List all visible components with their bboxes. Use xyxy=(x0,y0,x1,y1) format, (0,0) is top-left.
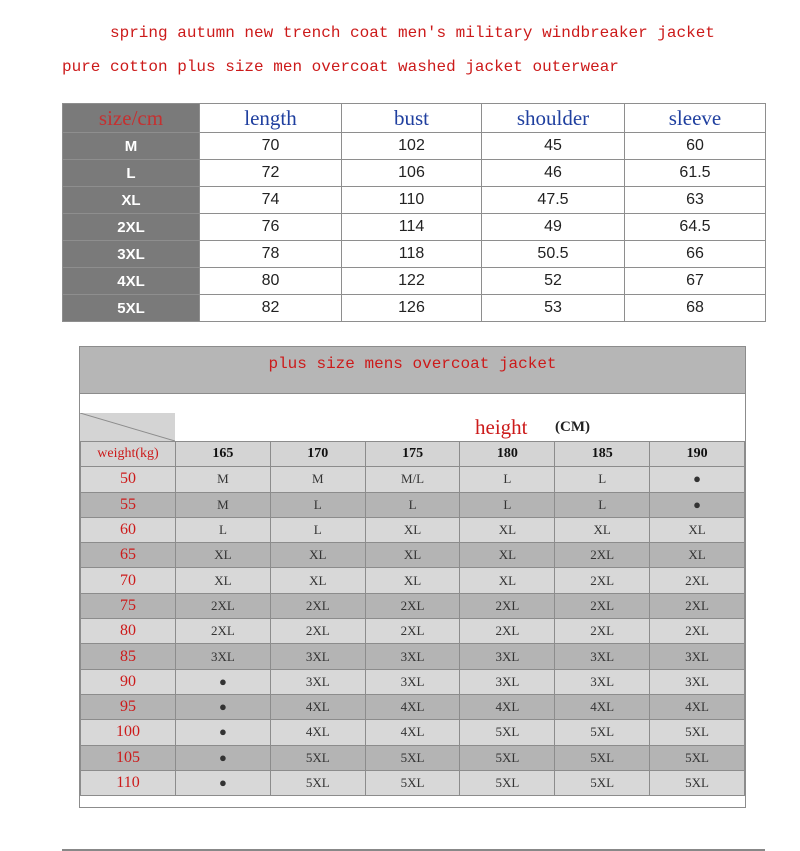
size-recommendation-cell: 2XL xyxy=(555,619,650,644)
size-label-cell: XL xyxy=(63,187,200,214)
size-recommendation-cell: 4XL xyxy=(365,720,460,745)
size-recommendation-cell: 5XL xyxy=(365,745,460,770)
size-recommendation-cell: 3XL xyxy=(460,669,555,694)
size-table-header-cell: shoulder xyxy=(482,104,625,133)
size-recommendation-cell: 2XL xyxy=(460,593,555,618)
size-recommendation-cell: 4XL xyxy=(365,694,460,719)
size-recommendation-cell: M/L xyxy=(365,467,460,492)
size-recommendation-cell: 2XL xyxy=(176,619,271,644)
size-measurement-table xyxy=(62,103,766,322)
height-value-cell: 175 xyxy=(365,442,460,467)
height-label: height xyxy=(475,415,528,439)
measurement-cell: 78 xyxy=(200,241,342,268)
weight-value-cell: 100 xyxy=(81,720,176,745)
size-recommendation-cell: 5XL xyxy=(555,745,650,770)
weight-value-cell: 90 xyxy=(81,669,176,694)
size-recommendation-cell: 2XL xyxy=(460,619,555,644)
size-recommendation-cell: 3XL xyxy=(555,644,650,669)
weight-row xyxy=(81,467,745,492)
size-recommendation-cell: 2XL xyxy=(650,568,745,593)
corner-diagonal xyxy=(80,413,175,441)
measurement-cell: 49 xyxy=(482,214,625,241)
size-recommendation-cell: 5XL xyxy=(365,770,460,795)
size-table-row xyxy=(63,268,766,295)
weight-row xyxy=(81,568,745,593)
weight-value-cell: 95 xyxy=(81,694,176,719)
size-label-cell: L xyxy=(63,160,200,187)
weight-row xyxy=(81,745,745,770)
size-table-header-cell: bust xyxy=(342,104,482,133)
weight-height-size-chart xyxy=(79,346,746,808)
measurement-cell: 68 xyxy=(625,295,766,322)
weight-value-cell: 55 xyxy=(81,492,176,517)
size-recommendation-cell: XL xyxy=(365,568,460,593)
size-recommendation-cell: 2XL xyxy=(365,593,460,618)
size-recommendation-cell: L xyxy=(270,492,365,517)
size-recommendation-cell: M xyxy=(270,467,365,492)
measurement-cell: 76 xyxy=(200,214,342,241)
size-recommendation-cell: 5XL xyxy=(460,720,555,745)
size-recommendation-cell: 3XL xyxy=(365,669,460,694)
measurement-cell: 50.5 xyxy=(482,241,625,268)
weight-row xyxy=(81,593,745,618)
size-recommendation-cell: L xyxy=(365,492,460,517)
measurement-cell: 102 xyxy=(342,133,482,160)
size-recommendation-cell: 5XL xyxy=(270,770,365,795)
size-recommendation-cell: 2XL xyxy=(176,593,271,618)
not-available-dot: ● xyxy=(176,770,271,795)
size-recommendation-cell: XL xyxy=(555,517,650,542)
size-recommendation-cell: 5XL xyxy=(650,720,745,745)
size-label-cell: M xyxy=(63,133,200,160)
size-table-row xyxy=(63,295,766,322)
measurement-cell: 70 xyxy=(200,133,342,160)
weight-value-cell: 105 xyxy=(81,745,176,770)
weight-label: weight(kg) xyxy=(81,442,176,467)
measurement-cell: 53 xyxy=(482,295,625,322)
measurement-cell: 114 xyxy=(342,214,482,241)
weight-row xyxy=(81,517,745,542)
size-recommendation-cell: XL xyxy=(270,543,365,568)
size-recommendation-cell: 3XL xyxy=(365,644,460,669)
height-value-cell: 185 xyxy=(555,442,650,467)
bottom-divider xyxy=(62,849,765,851)
weight-value-cell: 50 xyxy=(81,467,176,492)
title-line-2: pure cotton plus size men overcoat washed jacket outerwear xyxy=(62,58,619,76)
weight-value-cell: 60 xyxy=(81,517,176,542)
not-available-dot: ● xyxy=(650,467,745,492)
weight-value-cell: 65 xyxy=(81,543,176,568)
size-recommendation-cell: 2XL xyxy=(650,593,745,618)
size-recommendation-cell: XL xyxy=(176,543,271,568)
measurement-cell: 67 xyxy=(625,268,766,295)
weight-row xyxy=(81,720,745,745)
size-label-cell: 4XL xyxy=(63,268,200,295)
size-recommendation-cell: XL xyxy=(365,543,460,568)
measurement-cell: 52 xyxy=(482,268,625,295)
size-table-header-cell: length xyxy=(200,104,342,133)
weight-row xyxy=(81,644,745,669)
measurement-cell: 118 xyxy=(342,241,482,268)
size-table-row xyxy=(63,160,766,187)
size-recommendation-cell: XL xyxy=(365,517,460,542)
height-value-cell: 165 xyxy=(176,442,271,467)
size-recommendation-cell: 5XL xyxy=(555,720,650,745)
weight-row xyxy=(81,694,745,719)
weight-row xyxy=(81,619,745,644)
not-available-dot: ● xyxy=(176,669,271,694)
height-value-cell: 190 xyxy=(650,442,745,467)
measurement-cell: 45 xyxy=(482,133,625,160)
weight-value-cell: 80 xyxy=(81,619,176,644)
measurement-cell: 46 xyxy=(482,160,625,187)
weight-row xyxy=(81,492,745,517)
size-recommendation-cell: 5XL xyxy=(460,770,555,795)
height-title-row xyxy=(175,413,745,442)
size-table-header-cell: size/cm xyxy=(63,104,200,133)
size-recommendation-cell: 3XL xyxy=(555,669,650,694)
weight-size-table xyxy=(80,441,745,796)
size-recommendation-cell: 3XL xyxy=(270,644,365,669)
measurement-cell: 106 xyxy=(342,160,482,187)
chart-title: plus size mens overcoat jacket xyxy=(268,355,557,373)
size-table-row xyxy=(63,133,766,160)
height-value-cell: 180 xyxy=(460,442,555,467)
size-label-cell: 5XL xyxy=(63,295,200,322)
measurement-cell: 126 xyxy=(342,295,482,322)
size-recommendation-cell: 5XL xyxy=(650,770,745,795)
size-recommendation-cell: XL xyxy=(650,517,745,542)
size-recommendation-cell: L xyxy=(460,467,555,492)
measurement-cell: 60 xyxy=(625,133,766,160)
size-table-row xyxy=(63,214,766,241)
size-recommendation-cell: 4XL xyxy=(650,694,745,719)
measurement-cell: 110 xyxy=(342,187,482,214)
size-recommendation-cell: 4XL xyxy=(460,694,555,719)
weight-row xyxy=(81,770,745,795)
size-recommendation-cell: 4XL xyxy=(555,694,650,719)
weight-value-cell: 75 xyxy=(81,593,176,618)
measurement-cell: 72 xyxy=(200,160,342,187)
measurement-cell: 64.5 xyxy=(625,214,766,241)
size-recommendation-cell: XL xyxy=(460,568,555,593)
size-recommendation-cell: XL xyxy=(176,568,271,593)
size-recommendation-cell: 2XL xyxy=(365,619,460,644)
size-recommendation-cell: 2XL xyxy=(555,568,650,593)
measurement-cell: 61.5 xyxy=(625,160,766,187)
size-recommendation-cell: 3XL xyxy=(270,669,365,694)
size-recommendation-cell: 5XL xyxy=(650,745,745,770)
size-recommendation-cell: 3XL xyxy=(650,644,745,669)
size-recommendation-cell: 3XL xyxy=(176,644,271,669)
title-line-1: spring autumn new trench coat men's military windbreaker jacket xyxy=(110,24,715,42)
not-available-dot: ● xyxy=(176,694,271,719)
size-recommendation-cell: L xyxy=(270,517,365,542)
size-recommendation-cell: L xyxy=(555,492,650,517)
size-recommendation-cell: 2XL xyxy=(270,593,365,618)
weight-value-cell: 110 xyxy=(81,770,176,795)
size-recommendation-cell: 2XL xyxy=(555,543,650,568)
measurement-cell: 80 xyxy=(200,268,342,295)
measurement-cell: 66 xyxy=(625,241,766,268)
size-recommendation-cell: 3XL xyxy=(460,644,555,669)
size-recommendation-cell: 4XL xyxy=(270,694,365,719)
weight-row xyxy=(81,669,745,694)
size-recommendation-cell: 4XL xyxy=(270,720,365,745)
size-recommendation-cell: M xyxy=(176,492,271,517)
chart-banner xyxy=(80,347,745,394)
measurement-cell: 122 xyxy=(342,268,482,295)
measurement-cell: 47.5 xyxy=(482,187,625,214)
size-recommendation-cell: XL xyxy=(460,543,555,568)
not-available-dot: ● xyxy=(650,492,745,517)
weight-row xyxy=(81,543,745,568)
size-recommendation-cell: 2XL xyxy=(650,619,745,644)
size-recommendation-cell: 3XL xyxy=(650,669,745,694)
size-recommendation-cell: XL xyxy=(460,517,555,542)
size-recommendation-cell: 2XL xyxy=(555,593,650,618)
height-values-row xyxy=(81,442,745,467)
height-value-cell: 170 xyxy=(270,442,365,467)
measurement-cell: 74 xyxy=(200,187,342,214)
size-recommendation-cell: 5XL xyxy=(555,770,650,795)
size-label-cell: 2XL xyxy=(63,214,200,241)
weight-value-cell: 70 xyxy=(81,568,176,593)
measurement-cell: 82 xyxy=(200,295,342,322)
size-table-row xyxy=(63,241,766,268)
size-recommendation-cell: L xyxy=(555,467,650,492)
size-recommendation-cell: XL xyxy=(270,568,365,593)
size-table-header-cell: sleeve xyxy=(625,104,766,133)
not-available-dot: ● xyxy=(176,720,271,745)
size-label-cell: 3XL xyxy=(63,241,200,268)
size-recommendation-cell: 5XL xyxy=(460,745,555,770)
measurement-cell: 63 xyxy=(625,187,766,214)
size-recommendation-cell: L xyxy=(176,517,271,542)
size-recommendation-cell: 5XL xyxy=(270,745,365,770)
weight-value-cell: 85 xyxy=(81,644,176,669)
size-recommendation-cell: M xyxy=(176,467,271,492)
size-recommendation-cell: 2XL xyxy=(270,619,365,644)
size-recommendation-cell: XL xyxy=(650,543,745,568)
size-table-row xyxy=(63,187,766,214)
corner-cell xyxy=(80,413,176,442)
height-unit: (CM) xyxy=(555,419,590,435)
size-recommendation-cell: L xyxy=(460,492,555,517)
not-available-dot: ● xyxy=(176,745,271,770)
size-table-header-row xyxy=(63,104,766,133)
